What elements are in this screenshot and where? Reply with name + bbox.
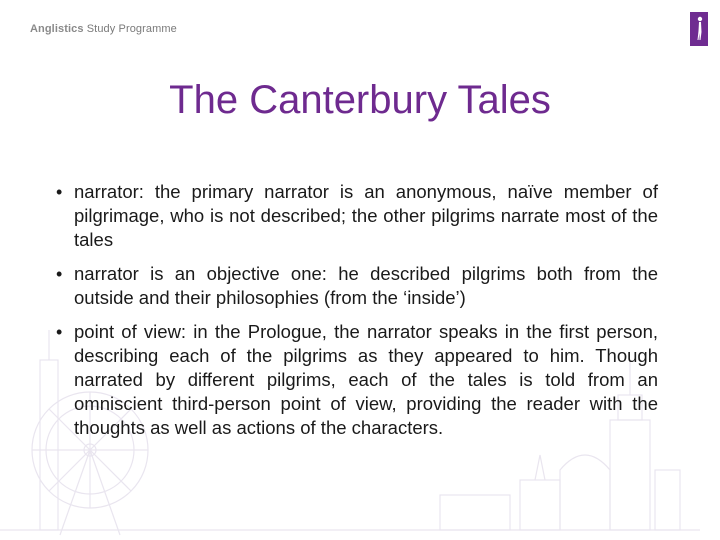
bullet-list: [52, 180, 658, 450]
bullet-text: narrator: the primary narrator is an anonymous, naïve member of pilgrimage, who is not described; the other pilgrims narrate most of the tales: [74, 181, 658, 250]
programme-subtitle: Study Programme: [86, 23, 177, 35]
bullet-icon: •: [56, 264, 63, 284]
bullet-text: point of view: in the Prologue, the narrator speaks in the first person, describing each of the pilgrims as they appeared to him. Though narrated by different pilgrims, each of the tales is told from an omniscient third-person point of view, providing the reader with the thoughts as well as actions of the characters.: [74, 321, 658, 438]
bullet-item: [52, 320, 658, 440]
bullet-icon: •: [56, 182, 63, 202]
bullet-icon: •: [56, 322, 63, 342]
figure-logo-icon: [690, 12, 708, 46]
programme-brand: Anglistics: [30, 23, 84, 35]
programme-header: [30, 23, 177, 35]
bullet-item: [52, 180, 658, 252]
slide-title: The Canterbury Tales: [169, 78, 551, 122]
bullet-text: narrator is an objective one: he described pilgrims both from the outside and their philosophies (from the ‘inside’): [74, 263, 658, 308]
bullet-item: [52, 262, 658, 310]
